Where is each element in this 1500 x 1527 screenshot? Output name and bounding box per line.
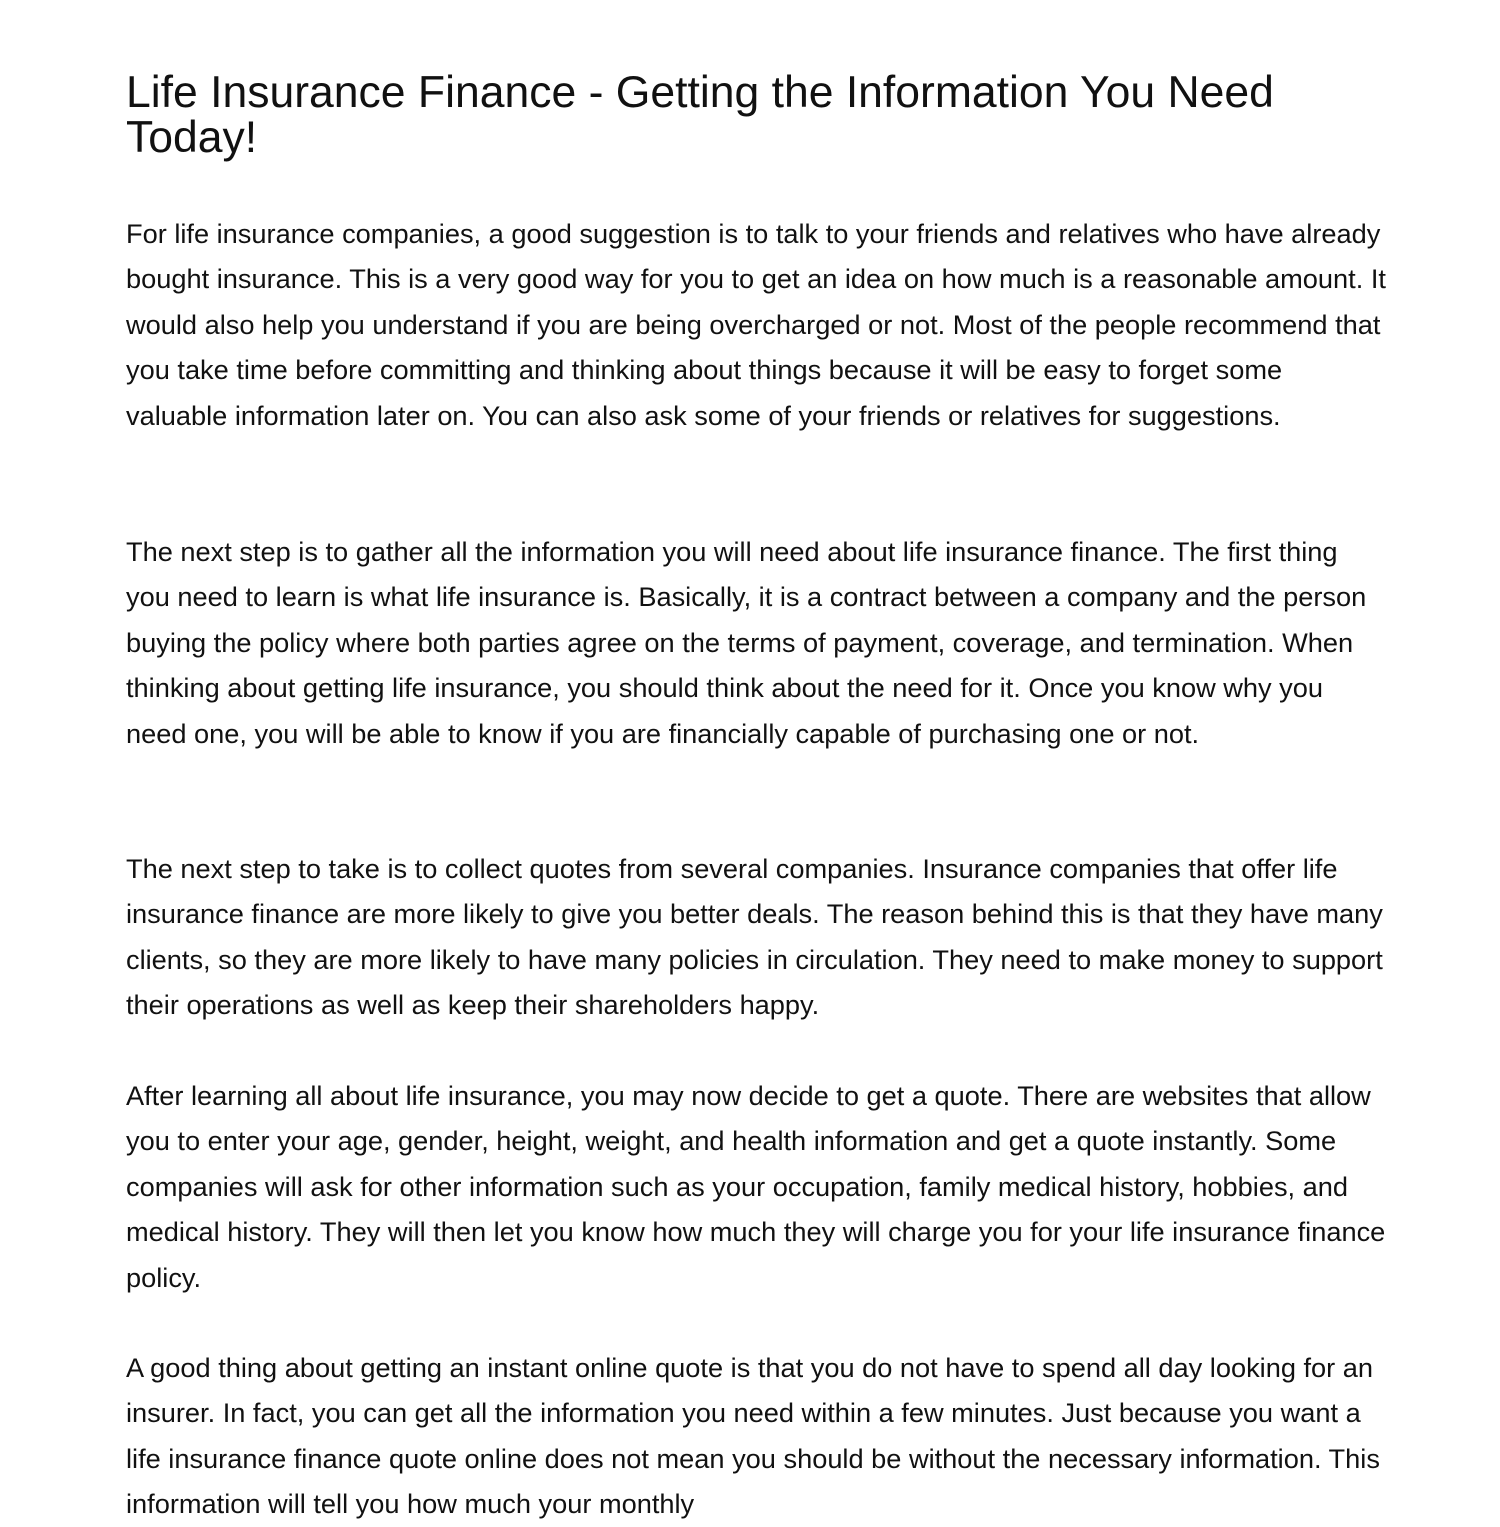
paragraph: For life insurance companies, a good suggestion is to talk to your friends and relatives who have already bought insurance. This is a very good way for you to get an idea on how much is a reasonable amount. It would also help you understand if you are being overcharged or not. Most of the people recommend that you take time before committing and thinking about things because it will be easy to forget some valuable information later on. You can also ask some of your friends or relatives for suggestions.: [126, 218, 1386, 431]
paragraph: After learning all about life insurance, you may now decide to get a quote. There are websites that allow you to enter your age, gender, height, weight, and health information and get a quote instantly. Some companies will ask for other information such as your occupation, family medical history, hobbies, and medical history. They will then let you know how much they will charge you for your life insurance finance policy.: [126, 1080, 1386, 1293]
paragraph: The next step to take is to collect quotes from several companies. Insurance companies that offer life insurance finance are more likely to give you better deals. The reason behind this is that they have many clients, so they are more likely to have many policies in circulation. They need to make money to support their operations as well as keep their shareholders happy.: [126, 853, 1383, 1021]
document-title: Life Insurance Finance - Getting the Information You Need Today!: [126, 68, 1274, 162]
paragraph: The next step is to gather all the information you will need about life insurance finance. The first thing you need to learn is what life insurance is. Basically, it is a contract between a company and the person buying the policy where both parties agree on the terms of payment, coverage, and termination. When thinking about getting life insurance, you should think about the need for it. Once you know why you need one, you will be able to know if you are financially capable of purchasing one or not.: [126, 536, 1367, 749]
paragraph: A good thing about getting an instant online quote is that you do not have to spend all day looking for an insurer. In fact, you can get all the information you need within a few minutes. Just because you want a life insurance finance quote online does not mean you should be without the necessary information. This information will tell you how much your monthly: [126, 1352, 1380, 1520]
